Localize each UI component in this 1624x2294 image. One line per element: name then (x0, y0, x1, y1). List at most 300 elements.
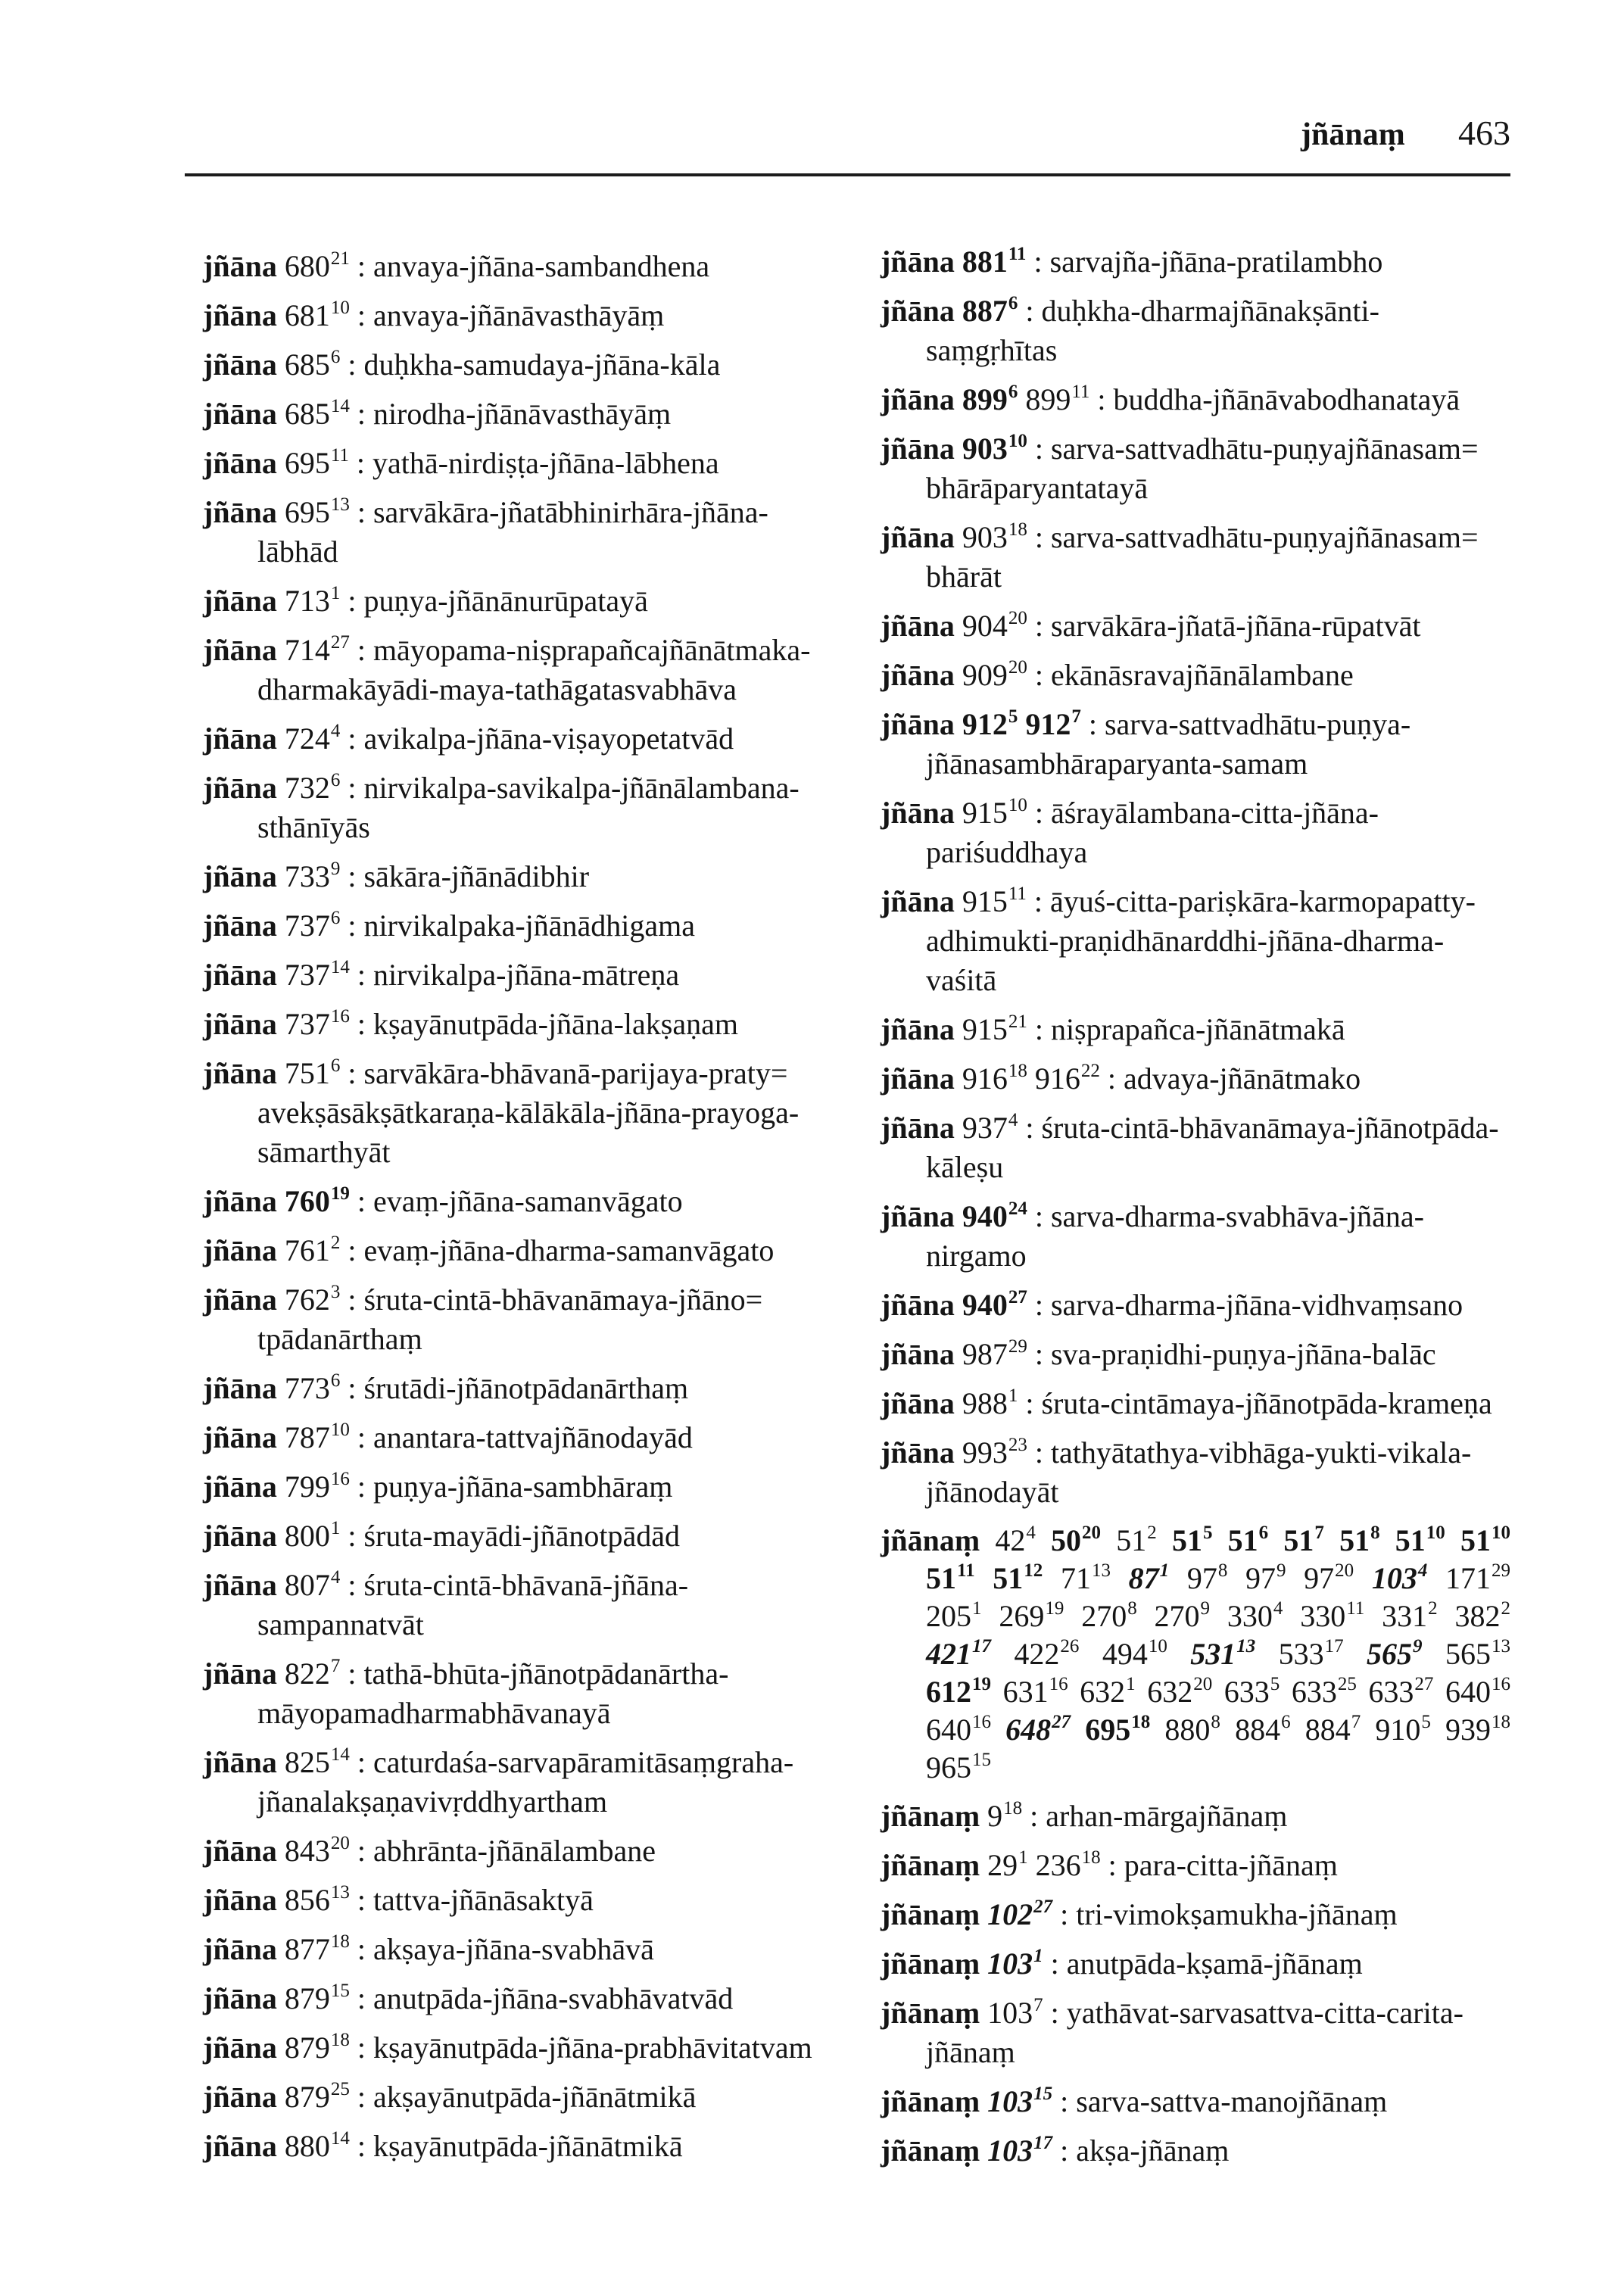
entry-separator: : (348, 1657, 357, 1691)
reference-line-number: 18 (1131, 1712, 1151, 1732)
index-entry (203, 1979, 854, 2018)
entry-continuation: bhārāt (926, 559, 1002, 594)
entry-text: nirvikalpa-jñāna-mātreṇa (372, 958, 680, 992)
entry-text: kṣayānutpāda-jñānātmikā (372, 2129, 683, 2163)
reference-line-number: 25 (1337, 1674, 1357, 1694)
reference-page: 51 (1116, 1523, 1147, 1557)
entry-continuation: tpādanārthaṃ (257, 1322, 422, 1356)
reference-page: 760 (284, 1184, 330, 1218)
reference-page: 732 (284, 771, 330, 805)
index-entry (881, 1384, 1510, 1423)
entry-text: yathā-nirdiṣṭa-jñāna-lābhena (372, 446, 719, 480)
reference-line-number: 5 (1270, 1674, 1280, 1694)
reference-line-number: 4 (1273, 1598, 1283, 1619)
entry-headword: jñāna (881, 382, 955, 416)
page-reference (1080, 1673, 1136, 1711)
reference-line-number: 27 (1414, 1674, 1434, 1694)
reference-page: 87 (1128, 1561, 1159, 1595)
reference-line-number: 11 (330, 445, 349, 466)
page-reference (1367, 1635, 1423, 1673)
reference-page: 713 (284, 584, 330, 618)
reference-page: 724 (284, 722, 330, 756)
page-reference (285, 633, 350, 667)
entry-text: nirvikalpa-savikalpa-jñānālambana- (363, 771, 800, 805)
page-reference (1292, 1673, 1357, 1711)
reference-line-number: 13 (1491, 1636, 1510, 1657)
entry-text: akṣayānutpāda-jñānātmikā (372, 2080, 697, 2114)
index-entry (881, 1108, 1510, 1187)
entry-headword: jñāna (881, 707, 955, 741)
entry-first-line (881, 1059, 1510, 1099)
reference-row (881, 1673, 1510, 1711)
page-reference (962, 1386, 1018, 1420)
entry-first-line (203, 1005, 854, 1044)
entry-text: sarva-dharma-jñāna-vidhvaṃsano (1050, 1288, 1463, 1322)
index-entry (881, 1522, 1510, 1787)
reference-line-number: 1 (1033, 1946, 1043, 1966)
page-reference (1460, 1522, 1510, 1560)
reference-line-number: 6 (330, 908, 341, 928)
reference-line-number: 12 (1024, 1560, 1043, 1581)
index-entry (203, 2077, 854, 2117)
page-reference (1235, 1711, 1291, 1749)
entry-text: anvaya-jñānāvasthāyāṃ (372, 298, 665, 332)
entry-separator: : (348, 1233, 357, 1267)
reference-page: 880 (1164, 1713, 1211, 1747)
entry-text: ekānāsravajñānālambane (1050, 658, 1354, 692)
entry-separator: : (357, 397, 366, 431)
reference-page: 421 (926, 1637, 971, 1671)
entry-first-line (881, 1010, 1510, 1049)
entry-first-line (881, 1895, 1510, 1934)
entry-first-line (203, 493, 854, 532)
page-reference (1155, 1597, 1211, 1635)
page-reference (285, 2031, 350, 2065)
entry-text: tri-vimokṣamukha-jñānaṃ (1076, 1897, 1398, 1931)
entry-separator: : (1034, 1012, 1043, 1046)
page-reference (1445, 1560, 1510, 1597)
page-reference (285, 446, 349, 480)
page-reference (1035, 1061, 1100, 1096)
entry-first-line (881, 518, 1510, 557)
entry-first-line (881, 1384, 1510, 1423)
page-reference (1025, 707, 1081, 741)
page-reference (987, 1799, 1022, 1833)
reference-line-number: 6 (1258, 1523, 1269, 1543)
index-entry (203, 2127, 854, 2166)
entry-separator: : (1034, 658, 1043, 692)
page-reference (1300, 1597, 1364, 1635)
entry-separator: : (348, 1371, 357, 1405)
reference-page: 899 (1025, 382, 1071, 416)
reference-line-number: 8 (1217, 1560, 1228, 1581)
reference-line-number: 1 (1018, 1847, 1028, 1868)
reference-line-number: 18 (1003, 1798, 1023, 1819)
entry-separator: : (357, 1932, 366, 1966)
reference-line-number: 29 (1492, 1560, 1510, 1581)
entry-first-line (203, 581, 854, 621)
reference-line-number: 7 (330, 1656, 341, 1676)
entry-separator: : (1034, 1435, 1043, 1470)
page-reference (285, 1283, 341, 1317)
entry-text: puṇya-jñānānurūpatayā (363, 584, 648, 618)
page-reference (962, 658, 1027, 692)
page-reference (285, 1834, 350, 1868)
reference-page: 695 (284, 446, 330, 480)
page-reference (962, 245, 1027, 279)
index-entry (203, 1881, 854, 1920)
entry-text: nirodha-jñānāvasthāyāṃ (372, 397, 672, 431)
page-reference (1005, 1711, 1071, 1749)
page-reference (962, 796, 1027, 830)
entry-separator: : (348, 909, 357, 943)
page-reference (926, 1673, 991, 1711)
index-entry (881, 882, 1510, 1000)
entry-separator: : (356, 446, 366, 480)
reference-page: 787 (284, 1420, 330, 1454)
page-reference (1116, 1522, 1157, 1560)
reference-page: 856 (284, 1883, 330, 1917)
reference-page: 270 (1154, 1599, 1200, 1633)
page-reference (285, 2080, 350, 2114)
reference-page: 884 (1304, 1713, 1351, 1747)
reference-line-number: 26 (1060, 1636, 1080, 1657)
entry-text: caturdaśa-sarvapāramitāsaṃgraha- (372, 1745, 794, 1779)
entry-text: sarvākāra-bhāvanā-parijaya-praty= (363, 1056, 788, 1090)
index-entry (203, 1182, 854, 1221)
reference-page: 912 (962, 707, 1008, 741)
entry-first-line (203, 2127, 854, 2166)
page-reference (285, 1371, 341, 1405)
entry-separator: : (1088, 707, 1097, 741)
entry-text: sarva-sattva-manojñānaṃ (1076, 2084, 1388, 2118)
entry-first-line (881, 1197, 1510, 1236)
page-reference (1339, 1522, 1380, 1560)
entry-separator: : (1025, 1111, 1034, 1145)
index-entry (203, 296, 854, 335)
entry-headword: jñāna (203, 348, 277, 382)
reference-page: 916 (1034, 1061, 1080, 1096)
page-reference (962, 707, 1018, 741)
page-reference (926, 1711, 991, 1749)
index-entry (881, 705, 1510, 784)
page-reference (285, 298, 350, 332)
reference-line-number: 16 (972, 1712, 991, 1732)
entry-first-line (203, 768, 854, 808)
entry-headword: jñāna (881, 658, 955, 692)
entry-separator: : (357, 2129, 366, 2163)
entry-headword: jñāna (203, 1007, 277, 1041)
reference-line-number: 1 (972, 1598, 982, 1619)
reference-line-number: 1 (1126, 1674, 1136, 1694)
entry-headword: jñāna (881, 1386, 955, 1420)
reference-page: 565 (1367, 1637, 1413, 1671)
page-reference (1368, 1673, 1433, 1711)
reference-row (881, 1749, 1510, 1787)
entry-headword: jñāna (203, 1233, 277, 1267)
entry-separator: : (1097, 382, 1106, 416)
reference-page: 915 (962, 1012, 1008, 1046)
reference-line-number: 27 (330, 632, 350, 653)
entry-first-line (203, 955, 854, 995)
reference-page: 648 (1005, 1713, 1052, 1747)
page-reference (962, 1012, 1027, 1046)
page-reference (1454, 1597, 1510, 1635)
entry-first-line (203, 1231, 854, 1270)
entry-text: āśrayālambana-citta-jñāna- (1050, 796, 1379, 830)
entry-first-line (881, 380, 1510, 419)
page-reference (1245, 1560, 1286, 1597)
reference-page: 236 (1035, 1848, 1081, 1882)
entry-separator: : (357, 2080, 366, 2114)
entry-headword: jñāna (203, 1420, 277, 1454)
page-reference (285, 1519, 341, 1553)
reference-page: 382 (1454, 1599, 1501, 1633)
reference-line-number: 9 (1413, 1636, 1423, 1657)
reference-line-number: 9 (330, 859, 341, 879)
page-reference (962, 1435, 1027, 1470)
entry-headword: jñāna (203, 2031, 277, 2065)
reference-line-number: 10 (330, 1420, 350, 1440)
entry-continuation: nirgamo (926, 1239, 1027, 1273)
reference-line-number: 6 (330, 347, 341, 367)
page-reference (962, 609, 1027, 643)
reference-line-number: 5 (1008, 706, 1018, 727)
index-entry (203, 1369, 854, 1408)
index-entry (203, 768, 854, 847)
entry-continuation: adhimukti-praṇidhānarddhi-jñāna-dharma- (926, 924, 1445, 958)
entry-headword: jñānaṃ (881, 1523, 980, 1557)
reference-page: 632 (1147, 1675, 1193, 1709)
reference-page: 899 (962, 382, 1008, 416)
reference-page: 50 (1051, 1523, 1082, 1557)
entry-continuation: pariśuddhaya (926, 835, 1088, 869)
reference-line-number: 18 (1081, 1847, 1101, 1868)
reference-page: 565 (1445, 1637, 1491, 1671)
page-reference (1025, 382, 1089, 416)
entry-continuation: saṃgṛhītas (926, 333, 1058, 367)
entry-headword: jñānaṃ (881, 1946, 980, 1981)
entry-first-line (881, 1433, 1510, 1473)
entry-first-line (203, 1743, 854, 1782)
index-entry (203, 955, 854, 995)
entry-first-line (203, 1182, 854, 1221)
entry-text: anutpāda-jñāna-svabhāvatvād (372, 1981, 734, 2015)
index-entry (881, 1944, 1510, 1984)
entry-first-line (881, 1797, 1510, 1836)
reference-line-number: 15 (1033, 2084, 1053, 2104)
reference-page: 680 (284, 249, 330, 283)
reference-line-number: 18 (330, 2030, 350, 2050)
page-reference (285, 348, 341, 382)
entry-headword: jñāna (203, 1056, 277, 1090)
reference-line-number: 4 (1008, 1110, 1018, 1130)
reference-page: 640 (1445, 1675, 1491, 1709)
page-number: 463 (1458, 114, 1510, 152)
reference-line-number: 2 (330, 1233, 341, 1253)
page-reference (1279, 1635, 1344, 1673)
reference-page: 270 (1081, 1599, 1127, 1633)
reference-line-number: 20 (330, 1833, 350, 1853)
reference-page: 103 (987, 1996, 1033, 2030)
reference-page: 494 (1102, 1637, 1148, 1671)
reference-line-number: 21 (1008, 1011, 1027, 1032)
entry-first-line (881, 1944, 1510, 1984)
reference-page: 912 (1025, 707, 1071, 741)
page-reference (1382, 1597, 1438, 1635)
entry-text: anvaya-jñāna-sambandhena (372, 249, 710, 283)
reference-page: 51 (1283, 1523, 1314, 1557)
reference-page: 822 (284, 1657, 330, 1691)
index-entry (881, 1010, 1510, 1049)
index-entry (881, 291, 1510, 370)
reference-page: 916 (962, 1061, 1008, 1096)
index-entry (203, 1231, 854, 1270)
page-reference (962, 432, 1027, 466)
entry-first-line (881, 1335, 1510, 1374)
reference-page: 880 (284, 2129, 330, 2163)
entry-headword: jñāna (881, 1288, 955, 1322)
index-entry (881, 1286, 1510, 1325)
entry-headword: jñāna (203, 771, 277, 805)
right-column (881, 242, 1510, 2180)
reference-page: 330 (1227, 1599, 1273, 1633)
left-column (203, 247, 854, 2176)
index-entry (203, 394, 854, 434)
entry-headword: jñāna (881, 609, 955, 643)
page-reference (1304, 1560, 1354, 1597)
entry-first-line (881, 1993, 1510, 2033)
entry-first-line (881, 882, 1510, 921)
reference-page: 103 (987, 1946, 1033, 1981)
entry-headword: jñāna (881, 1111, 955, 1145)
index-entry (203, 1831, 854, 1871)
entry-text: sva-praṇidhi-puṇya-jñāna-balāc (1050, 1337, 1436, 1371)
index-entry (203, 1280, 854, 1359)
reference-page: 737 (284, 1007, 330, 1041)
entry-headword: jñāna (881, 520, 955, 554)
page-reference (1224, 1673, 1280, 1711)
index-entry (203, 345, 854, 385)
reference-page: 965 (926, 1750, 971, 1784)
reference-page: 843 (284, 1834, 330, 1868)
reference-line-number: 5 (1202, 1523, 1213, 1543)
page-reference (926, 1597, 982, 1635)
entry-headword: jñāna (881, 884, 955, 918)
entry-separator: : (357, 249, 366, 283)
page-reference (962, 884, 1027, 918)
page-reference (285, 2129, 350, 2163)
entry-first-line (203, 1831, 854, 1871)
page-reference (995, 1522, 1036, 1560)
index-entry (881, 1993, 1510, 2072)
entry-text: duḥkha-dharmajñānakṣānti- (1041, 294, 1379, 328)
entry-headword: jñāna (203, 1184, 277, 1218)
page-reference (1036, 1848, 1101, 1882)
entry-first-line (203, 1418, 854, 1457)
page-reference (1395, 1522, 1445, 1560)
reference-line-number: 13 (1236, 1636, 1256, 1657)
page-reference (1085, 1711, 1150, 1749)
reference-page: 881 (962, 245, 1008, 279)
reference-page: 695 (1085, 1713, 1131, 1747)
entry-separator: : (1108, 1848, 1117, 1882)
reference-line-number: 22 (1080, 1061, 1100, 1081)
entry-separator: : (1025, 294, 1034, 328)
reference-line-number: 15 (330, 1981, 350, 2001)
entry-text: sarva-dharma-svabhāva-jñāna- (1050, 1199, 1425, 1233)
reference-line-number: 16 (330, 1469, 350, 1489)
page-reference (285, 1657, 341, 1691)
reference-line-number: 18 (1491, 1712, 1510, 1732)
entry-headword: jñāna (881, 432, 955, 466)
entry-first-line (203, 1654, 854, 1694)
page-reference (962, 382, 1018, 416)
entry-text: anantara-tattvajñānodayād (372, 1420, 693, 1454)
reference-line-number: 27 (1052, 1712, 1071, 1732)
entry-separator: : (1034, 796, 1043, 830)
index-entry (881, 1335, 1510, 1374)
page-reference (285, 1420, 350, 1454)
reference-line-number: 2 (1147, 1523, 1157, 1543)
reference-page: 751 (284, 1056, 330, 1090)
entry-headword: jñāna (203, 1834, 277, 1868)
entry-first-line (203, 857, 854, 896)
index-entry (881, 429, 1510, 508)
page-reference (285, 584, 341, 618)
entry-text: duḥkha-samudaya-jñāna-kāla (363, 348, 721, 382)
reference-page: 904 (962, 609, 1008, 643)
entry-text: kṣayānutpāda-jñāna-lakṣaṇam (372, 1007, 738, 1041)
entry-first-line (881, 656, 1510, 695)
reference-row (881, 1560, 1510, 1597)
entry-text: yathāvat-sarvasattva-citta-carita- (1066, 1996, 1463, 2030)
entry-first-line (881, 606, 1510, 646)
reference-page: 825 (284, 1745, 330, 1779)
entry-first-line (203, 1566, 854, 1605)
reference-page: 940 (962, 1288, 1008, 1322)
reference-page: 330 (1300, 1599, 1346, 1633)
entry-headword: jñānaṃ (881, 1848, 980, 1882)
page-reference (1172, 1522, 1213, 1560)
reference-line-number: 17 (972, 1636, 991, 1657)
reference-line-number: 10 (330, 298, 350, 318)
reference-line-number: 2 (1501, 1598, 1510, 1619)
entry-headword: jñāna (203, 397, 277, 431)
reference-page: 531 (1190, 1637, 1236, 1671)
index-entry (203, 1467, 854, 1507)
reference-page: 331 (1382, 1599, 1428, 1633)
entry-continuation: vaśitā (926, 963, 997, 997)
page-reference (285, 1883, 350, 1917)
reference-page: 939 (1445, 1713, 1491, 1747)
page-reference (993, 1560, 1043, 1597)
reference-line-number: 5 (1421, 1712, 1431, 1732)
reference-page: 51 (993, 1561, 1024, 1595)
entry-continuation: māyopamadharmabhāvanayā (257, 1696, 611, 1730)
reference-line-number: 13 (330, 494, 350, 515)
entry-text: sarvākāra-jñatā-jñāna-rūpatvāt (1050, 609, 1421, 643)
reference-line-number: 21 (330, 248, 350, 269)
entry-separator: : (357, 1834, 366, 1868)
header-rule (185, 173, 1510, 176)
reference-line-number: 10 (1491, 1523, 1510, 1543)
reference-page: 102 (987, 1897, 1033, 1931)
reference-page: 733 (284, 859, 330, 893)
entry-continuation: sāmarthyāt (257, 1135, 391, 1169)
entry-first-line (881, 242, 1510, 282)
reference-page: 97 (1186, 1561, 1217, 1595)
